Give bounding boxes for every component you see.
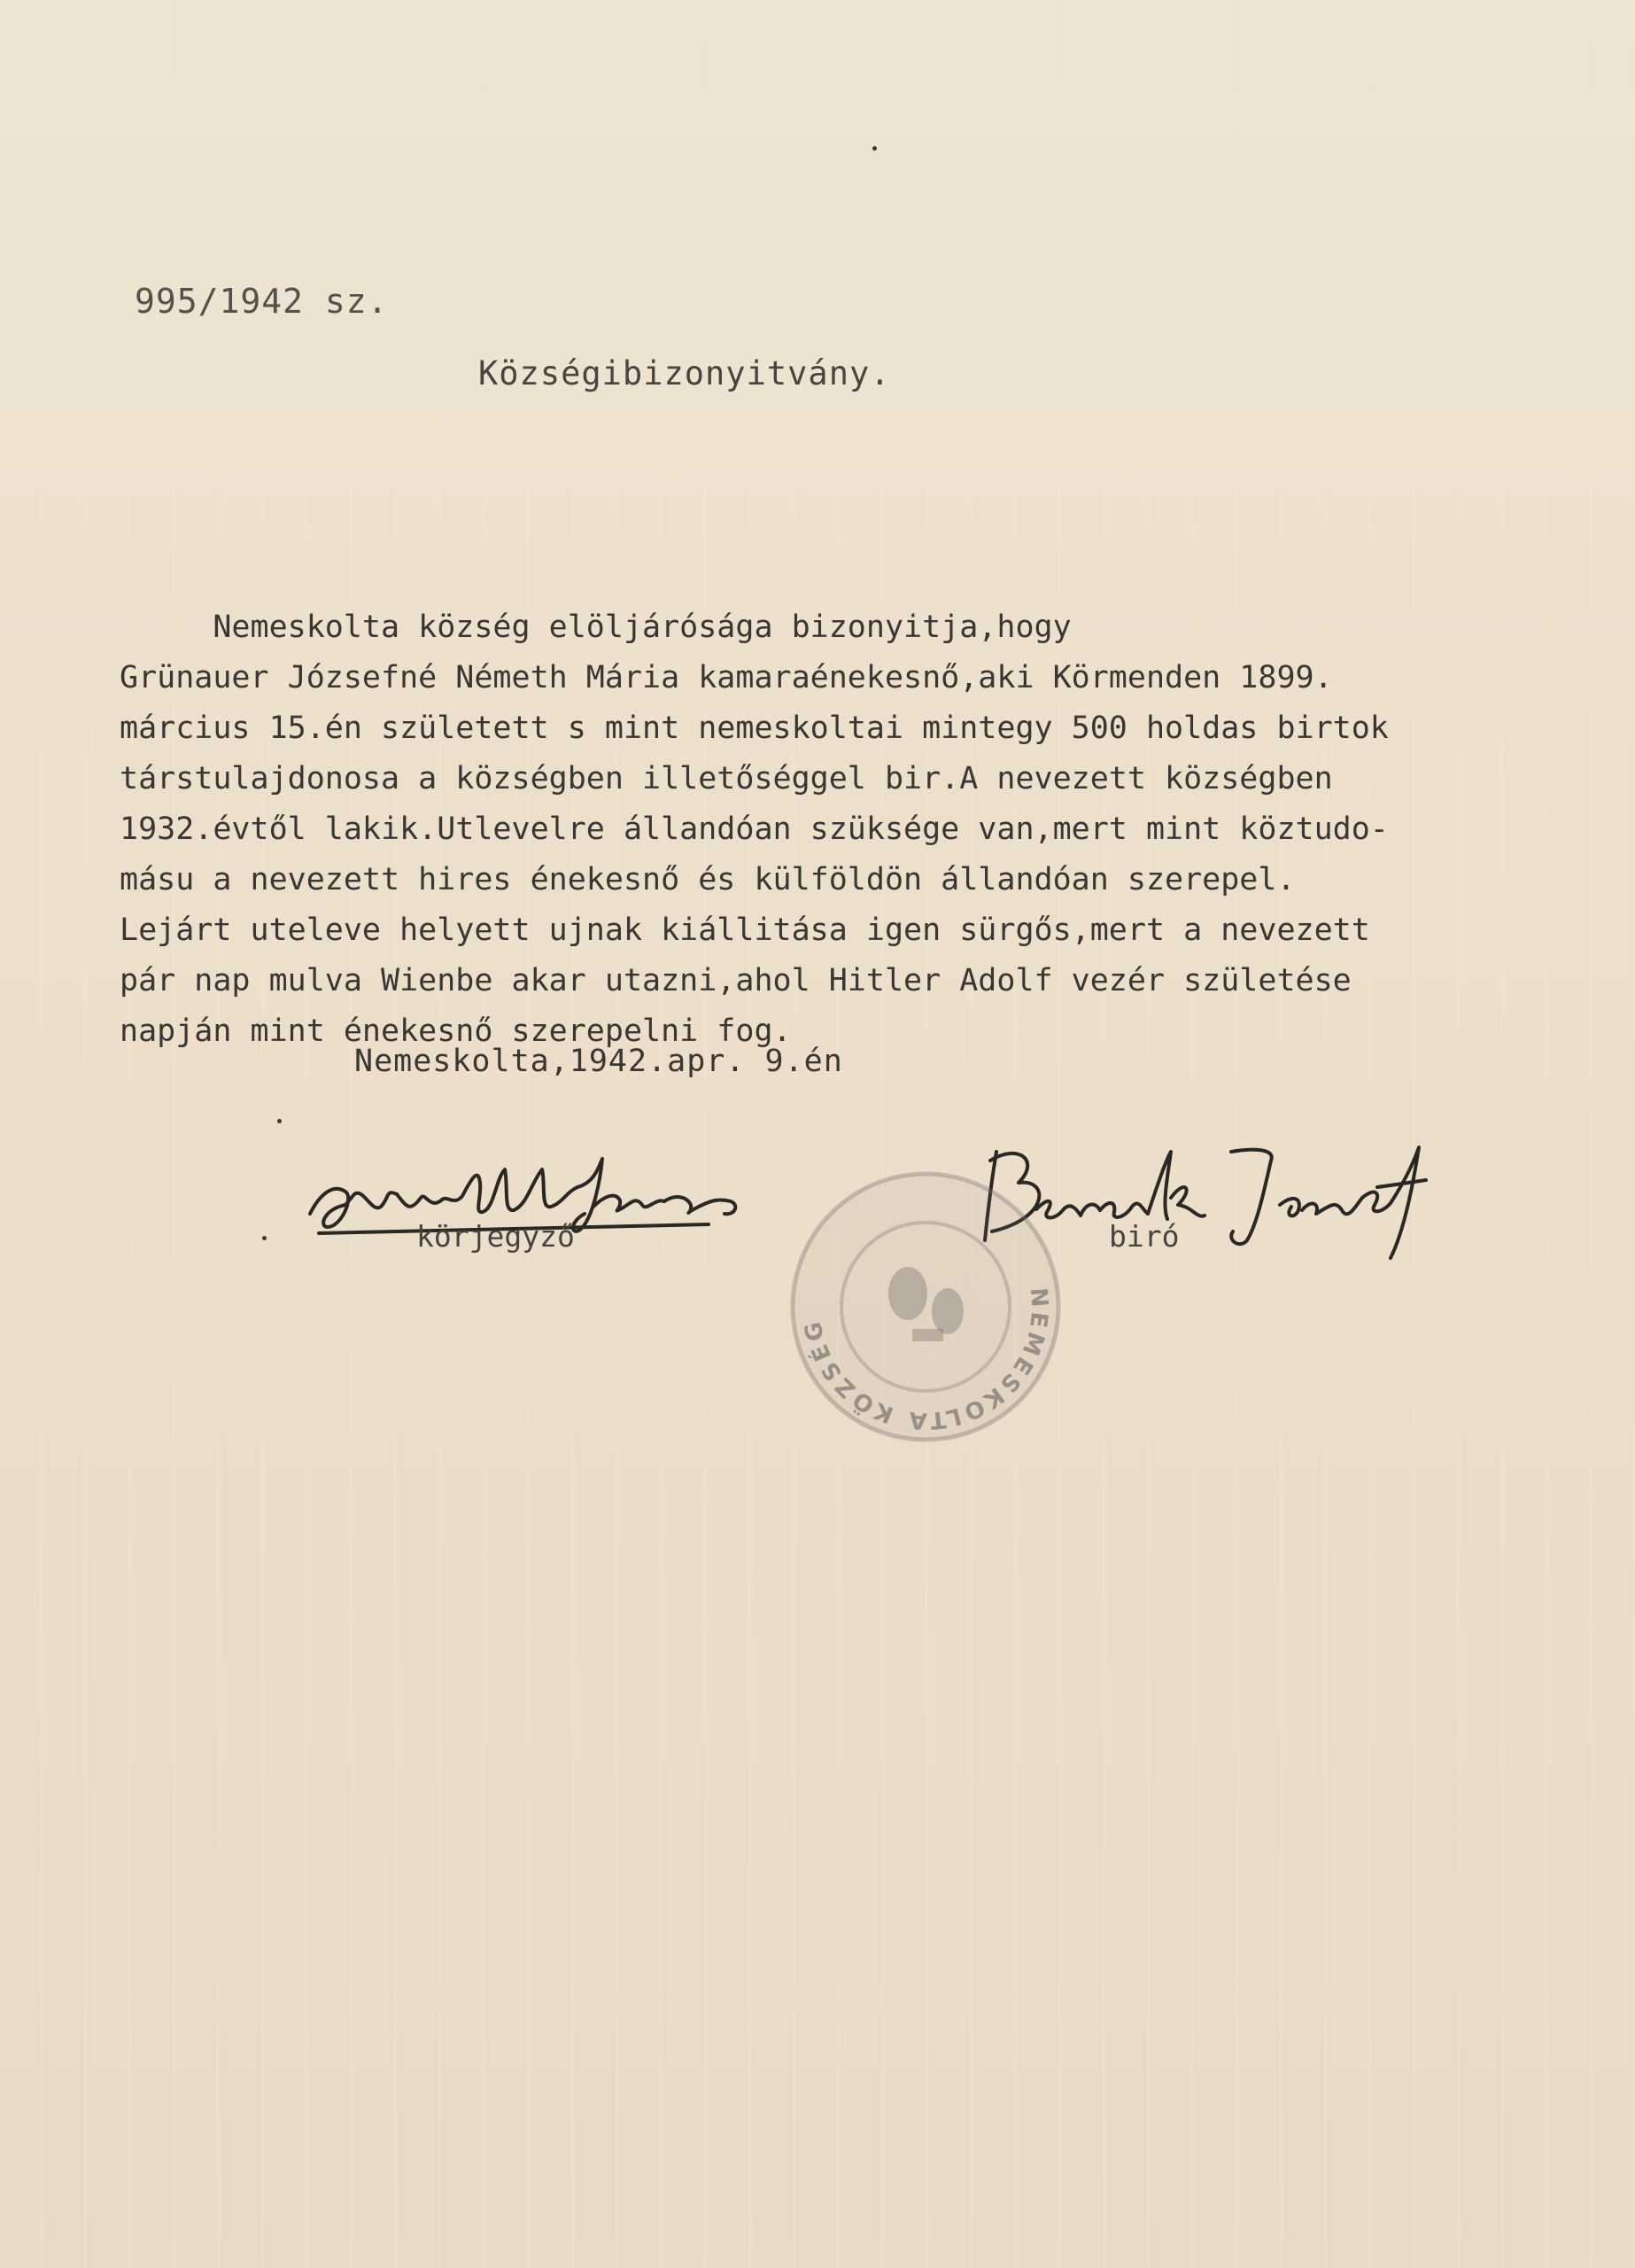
body-line: 1932.évtől lakik.Utlevelre állandóan szüksége van,mert mint köztudo-	[120, 812, 1389, 847]
ink-speck	[262, 1236, 267, 1240]
document-title: Községibizonyitvány.	[478, 354, 891, 392]
body-paragraph	[120, 602, 1554, 1057]
body-line: Lejárt uteleve helyett ujnak kiállitása igen sürgős,mert a nevezett	[120, 913, 1370, 948]
body-line: napján mint énekesnő szerepelni fog.	[120, 1014, 792, 1049]
signature-right-role: biró	[1109, 1219, 1180, 1254]
reference-number: 995/1942 sz.	[135, 282, 389, 321]
ink-speck	[872, 146, 877, 151]
ink-speck	[277, 1119, 282, 1123]
body-line: másu a nevezett hires énekesnő és külföldön állandóan szerepel.	[120, 862, 1296, 897]
date-line: Nemeskolta,1942.apr. 9.én	[354, 1044, 843, 1079]
body-line: Nemeskolta község elöljárósága bizonyitja,hogy	[120, 610, 1072, 645]
body-line: Grünauer Józsefné Németh Mária kamaraénekesnő,aki Körmenden 1899.	[120, 660, 1333, 695]
body-line: pár nap mulva Wienbe akar utazni,ahol Hitler Adolf vezér születése	[120, 963, 1352, 998]
svg-text:NEMESKOLTA KÖZSÉG: NEMESKOLTA KÖZSÉG	[799, 1286, 1053, 1434]
stamp-seal	[779, 1161, 1072, 1453]
body-line: társtulajdonosa a községben illetőséggel bir.A nevezett községben	[120, 761, 1333, 796]
signature-left-role: körjegyző	[416, 1219, 575, 1254]
official-stamp	[779, 1161, 1072, 1453]
body-line: március 15.én született s mint nemeskoltai mintegy 500 holdas birtok	[120, 711, 1389, 746]
